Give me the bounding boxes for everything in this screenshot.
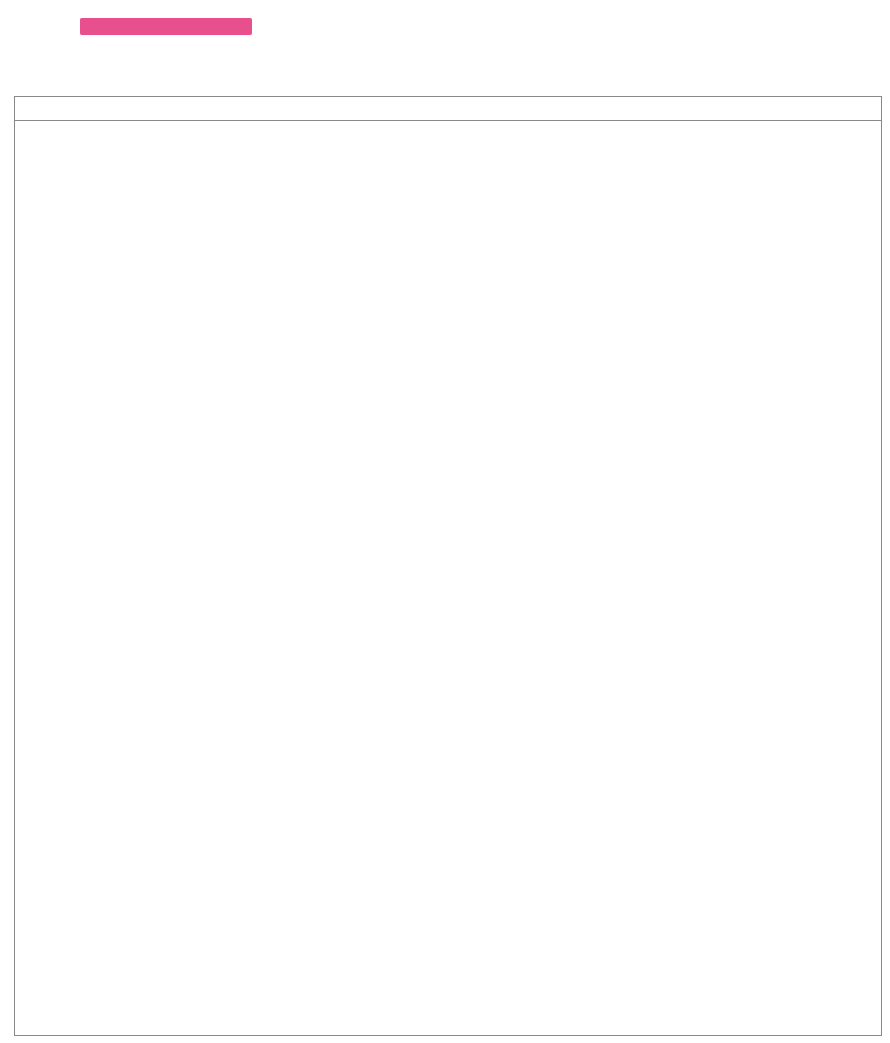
consultation-note bbox=[80, 18, 252, 35]
page-title bbox=[2, 22, 4, 86]
legend bbox=[298, 26, 890, 90]
calendar-header bbox=[0, 0, 890, 92]
weekday-header-row bbox=[15, 97, 881, 121]
calendar-grid bbox=[14, 96, 882, 1036]
